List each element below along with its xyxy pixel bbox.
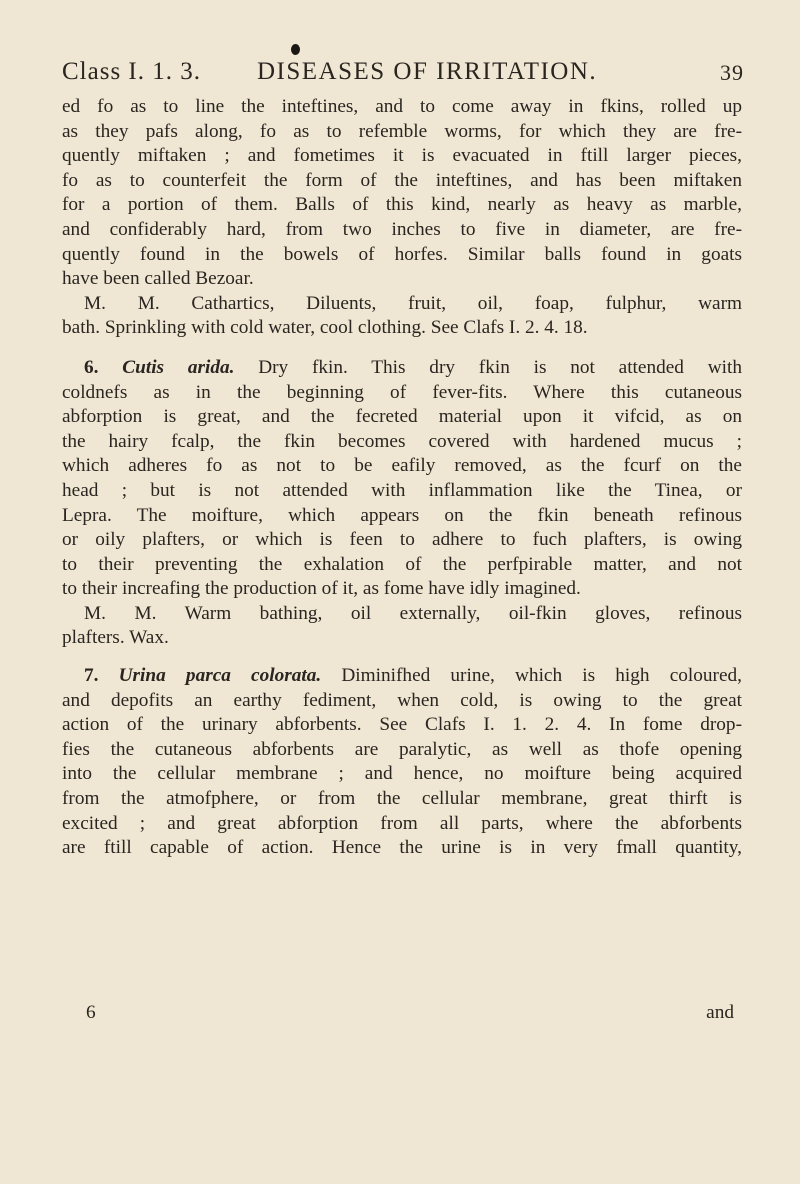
ink-dot-mark xyxy=(291,44,300,55)
paragraph-2 xyxy=(62,356,742,602)
text-line: quently found in the bowels of horfes. Similar balls found in goats xyxy=(62,243,742,265)
paragraph-2-method xyxy=(62,602,742,651)
text-line: and confiderably hard, from two inches to five in diameter, are fre- xyxy=(62,218,742,240)
section-title: Urina parca colorata. xyxy=(118,665,322,687)
body-text xyxy=(62,95,742,861)
text-line: fo as to counterfeit the form of the inteftines, and has been miftaken xyxy=(62,169,742,191)
text-line: Lepra. The moifture, which appears on the fkin beneath refinous xyxy=(62,504,742,526)
text-line: for a portion of them. Balls of this kind, nearly as heavy as marble, xyxy=(62,194,742,216)
paragraph-3 xyxy=(62,664,742,861)
text-line: M. M. Cathartics, Diluents, fruit, oil, foap, fulphur, warm xyxy=(84,292,742,314)
page-footer xyxy=(62,1002,742,1028)
text-line: to their increafing the production of it, as fome have idly imagined. xyxy=(62,578,581,600)
text-line: quently miftaken ; and fometimes it is evacuated in ftill larger pieces, xyxy=(62,145,742,167)
text-line: have been called Bezoar. xyxy=(62,268,254,290)
section-number: 7. xyxy=(84,665,99,687)
text-line: are ftill capable of action. Hence the urine is in very fmall quantity, xyxy=(62,837,742,859)
catchword: and xyxy=(706,1002,734,1023)
signature-mark: 6 xyxy=(86,1002,96,1023)
text-line-heading xyxy=(62,664,742,689)
section-number: 6. xyxy=(84,356,99,378)
text-line: to their preventing the exhalation of the perfpirable matter, and not xyxy=(62,553,742,575)
text-line: which adheres fo as not to be eafily removed, as the fcurf on the xyxy=(62,455,742,477)
text-line: fies the cutaneous abforbents are paralytic, as well as thofe opening xyxy=(62,738,742,760)
heading-rest: Dry fkin. This dry fkin is not attended with xyxy=(258,356,742,378)
text-line: abforption is great, and the fecreted material upon it vifcid, as on xyxy=(62,406,742,428)
text-line: bath. Sprinkling with cold water, cool clothing. See Clafs I. 2. 4. 18. xyxy=(62,317,588,339)
header-section: Class I. 1. 3. xyxy=(62,58,201,85)
paragraph-1-method xyxy=(62,292,742,341)
text-line: from the atmofphere, or from the cellular membrane, great thirft is xyxy=(62,788,742,810)
page-number: 39 xyxy=(720,60,744,85)
text-line: plafters. Wax. xyxy=(62,627,169,649)
text-line: into the cellular membrane ; and hence, no moifture being acquired xyxy=(62,763,742,785)
heading-rest: Diminifhed urine, which is high coloured, xyxy=(341,665,742,687)
text-line: excited ; and great abforption from all parts, where the abforbents xyxy=(62,812,742,834)
text-line: coldnefs as in the beginning of fever-fits. Where this cutaneous xyxy=(62,381,742,403)
text-line: the hairy fcalp, the fkin becomes covered with hardened mucus ; xyxy=(62,430,742,452)
text-line: ed fo as to line the inteftines, and to come away in fkins, rolled up xyxy=(62,96,742,117)
section-title: Cutis arida. xyxy=(122,356,235,378)
text-line: and depofits an earthy fediment, when cold, is owing to the great xyxy=(62,689,742,711)
paragraph-1 xyxy=(62,95,742,292)
header-title: DISEASES OF IRRITATION. xyxy=(257,58,598,85)
text-line: head ; but is not attended with inflammation like the Tinea, or xyxy=(62,479,742,501)
text-line: M. M. Warm bathing, oil externally, oil-fkin gloves, refinous xyxy=(84,602,742,624)
text-line: action of the urinary abforbents. See Clafs I. 1. 2. 4. In fome drop- xyxy=(62,714,742,736)
text-line-heading xyxy=(62,356,742,381)
text-line: or oily plafters, or which is feen to adhere to fuch plafters, is owing xyxy=(62,529,742,551)
running-header xyxy=(62,58,744,94)
text-line: as they pafs along, fo as to refemble worms, for which they are fre- xyxy=(62,120,742,142)
